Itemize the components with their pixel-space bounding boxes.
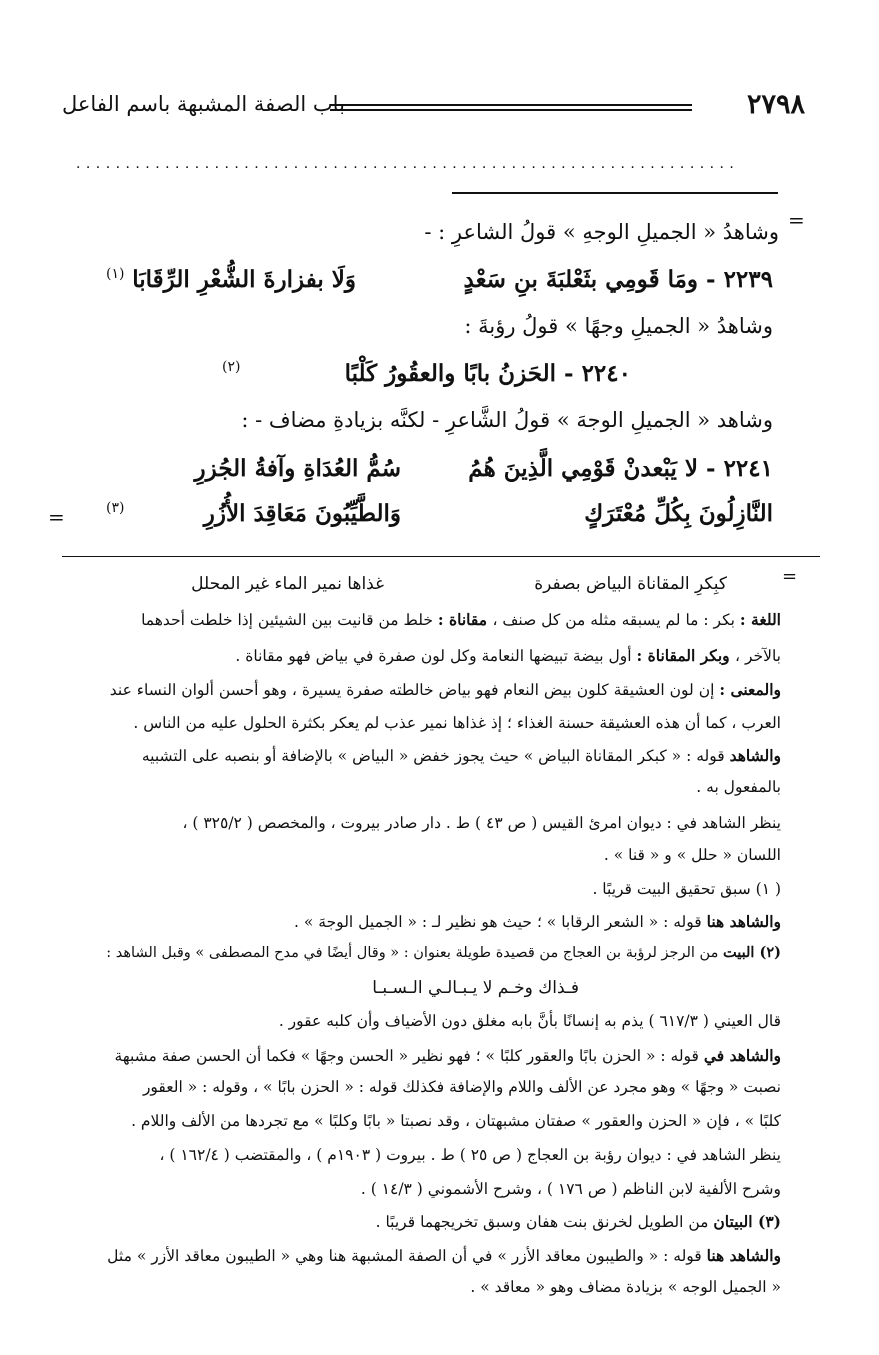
fn-l14-text: قوله : « الحزن بابًا والعقور كلبًا » ؛ فهو نظير « الحسن وجهًا » فكما أن الحسن صفة مشبهة bbox=[114, 1047, 704, 1065]
footnote-marker-3: (٣) bbox=[106, 500, 125, 516]
fn-line-19 bbox=[376, 1212, 781, 1231]
fn-line-1 bbox=[141, 610, 781, 629]
fn-l20-bold: والشاهد هنا bbox=[706, 1246, 781, 1265]
equals-mark-2: = bbox=[48, 505, 65, 529]
fn-l11-text: من الرجز لرؤبة بن العجاج من قصيدة طويلة بعنوان : « وقال أيضًا في مدح المصطفى » وقبل الشاهد : bbox=[106, 945, 723, 961]
footnote-rule bbox=[62, 556, 820, 557]
fn-l19-bold: (٣) البيتان bbox=[713, 1212, 781, 1231]
fn-l14-bold: والشاهد في bbox=[703, 1046, 781, 1065]
fn-line-4: العرب ، كما أن هذه العشيقة حسنة الغذاء ؛ إذ غذاها نمير عذب لم يعكر بكثرة الحلول عليه من الناس . bbox=[133, 714, 781, 732]
fn-line-16: كلبًا » ، فإن « الحزن والعقور » صفتان مشبهتان ، وقد نصبتا « بابًا وكلبًا » مع تجردها من الألف واللام . bbox=[131, 1112, 781, 1130]
fn-line-12-verse: فـذاك وخـم لا يـبـالـي الـسـبـا bbox=[372, 978, 579, 998]
fn-l20-text: قوله : « والطيبون معاقد الأزر » في أن الصفة المشبهة هنا وهي « الطيبون معاقد الأزر » مثل bbox=[107, 1247, 707, 1265]
verse-2239-second: وَلَا بفزارةَ الشُّعْرِ الرِّقَابَا bbox=[132, 266, 356, 293]
fn-line-2 bbox=[235, 646, 781, 665]
footnote-marker-1: (١) bbox=[106, 266, 125, 282]
separator-line bbox=[452, 192, 778, 194]
fn-verse-second: غذاها نمير الماء غير المحلل bbox=[191, 574, 384, 594]
verse-2241-a-first: ٢٢٤١ - لا يَبْعدنْ قَوْمِي الَّذِينَ هُمُ bbox=[468, 455, 773, 482]
fn-line-7: ينظر الشاهد في : ديوان امرئ القيس ( ص ٤٣ ) ط . دار صادر بيروت ، والمخصص ( ٣٢٥/٢ ) ، bbox=[182, 814, 781, 832]
fn-l2-text-b: أول بيضة تبيضها النعامة وكل لون صفرة في بياض فهو مقاناة . bbox=[235, 647, 637, 665]
fn-line-9: ( ١) سبق تحقيق البيت قريبًا . bbox=[592, 880, 781, 898]
fn-line-14 bbox=[115, 1046, 781, 1065]
fn-l1-bold-b: مقاناة : bbox=[437, 610, 493, 629]
fn-line-5 bbox=[142, 746, 781, 765]
fn-l10-text: قوله : « الشعر الرقابا » ؛ حيث هو نظير لـ : « الجميل الوجهَ » . bbox=[294, 913, 707, 931]
fn-l1-text-b: خلط من قانيت بين الشيئين إذا خلطت أحدهما bbox=[141, 611, 438, 629]
main-line-3: وشاهد « الجميلِ الوجهَ » قولُ الشَّاعرِ - لكنَّه بزيادةِ مضاف - : bbox=[241, 408, 773, 432]
fn-line-10 bbox=[294, 912, 781, 931]
fn-line-8: اللسان « حلل » و « قنا » . bbox=[603, 846, 781, 864]
verse-2240: ٢٢٤٠ - الحَزنُ بابًا والعقُورُ كَلْبًا bbox=[344, 360, 631, 387]
fn-line-20 bbox=[107, 1246, 781, 1265]
fn-line-6: بالمفعول به . bbox=[696, 778, 781, 796]
dotted-separator: · · · · · · · · · · · · · · · · · · · · · · · · · · · · · · · · · · · · · · · · · · · · · · · · · · · · · · · · · · · · · · · · · · · bbox=[76, 160, 735, 176]
header-double-rule-bottom bbox=[330, 109, 692, 111]
footnote-marker-2: (٢) bbox=[222, 359, 241, 375]
fn-line-3 bbox=[110, 680, 781, 699]
fn-line-11 bbox=[106, 944, 781, 961]
fn-l3-text: إن لون العشيقة كلون بيض النعام فهو بياض خالطته صفرة يسيرة ، وهو أحسن ألوان النساء عند bbox=[109, 681, 720, 699]
fn-l10-bold: والشاهد هنا bbox=[706, 912, 781, 931]
fn-l5-bold: والشاهد bbox=[729, 746, 781, 765]
verse-2241-b-second: وَالطَّيِّبُونَ مَعَاقِدَ الأُزُرِ bbox=[203, 500, 401, 527]
fn-verse-first: كبِكرِ المقاناة البياض بصفرة bbox=[534, 574, 727, 594]
fn-l2-bold: وبكر المقاناة : bbox=[636, 646, 736, 665]
equals-mark: = bbox=[788, 208, 805, 232]
chapter-title: باب الصفة المشبهة باسم الفاعل bbox=[62, 92, 345, 116]
header-double-rule-top bbox=[330, 104, 692, 106]
verse-2241-b-first: النَّازِلُونَ بِكُلِّ مُعْتَرَكٍ bbox=[584, 500, 773, 527]
main-line-1: وشاهدُ « الجميلِ الوجهِ » قولُ الشاعرِ : - bbox=[424, 220, 779, 244]
page-number: ٢٧٩٨ bbox=[746, 89, 805, 120]
fn-l11-bold: (٢) البيت bbox=[722, 944, 781, 961]
fn-l5-text: قوله : « كبكر المقاناة البياض » حيث يجوز خفض « البياض » بالإضافة أو بنصبه على التشبيه bbox=[141, 747, 730, 765]
verse-2239-first: ٢٢٣٩ - ومَا قَومِي بثَعْلبَةَ بنِ سَعْدٍ bbox=[463, 266, 773, 293]
fn-equals-mark: = bbox=[782, 566, 798, 587]
fn-line-21: « الجميل الوجه » بزيادة مضاف وهو « معاقد » . bbox=[470, 1278, 781, 1296]
fn-l2-text-a: بالآخر ، bbox=[735, 647, 781, 665]
fn-line-17: ينظر الشاهد في : ديوان رؤبة بن العجاج ( ص ٢٥ ) ط . بيروت ( ١٩٠٣م ) ، والمقتضب ( ١٦٢/٤ ) ، bbox=[159, 1146, 781, 1164]
fn-l3-bold: والمعنى : bbox=[719, 680, 781, 699]
fn-line-18: وشرح الألفية لابن الناظم ( ص ١٧٦ ) ، وشرح الأشموني ( ١٤/٣ ) . bbox=[360, 1180, 781, 1198]
main-line-2: وشاهدُ « الجميلِ وجهًا » قولُ رؤبةَ : bbox=[464, 314, 773, 338]
fn-line-15: نصبت « وجهًا » وهو مجرد عن الألف واللام والإضافة فكذلك قوله : « الحزن بابًا » ، وقوله : « العقور bbox=[142, 1078, 781, 1096]
verse-2241-a-second: سُمُّ العُدَاةِ وآفةُ الجُزرِ bbox=[194, 455, 401, 482]
fn-line-13: قال العيني ( ٦١٧/٣ ) يذم به إنسانًا بأنَّ بابه مغلق دون الأضياف وأن كلبه عقور . bbox=[278, 1012, 781, 1030]
fn-l1-bold-a: اللغة : bbox=[739, 610, 781, 629]
fn-l1-text-a: بكر : ما لم يسبقه مثله من كل صنف ، bbox=[492, 611, 740, 629]
fn-l19-text: من الطويل لخرنق بنت هفان وسبق تخريجهما قريبًا . bbox=[375, 1213, 714, 1231]
